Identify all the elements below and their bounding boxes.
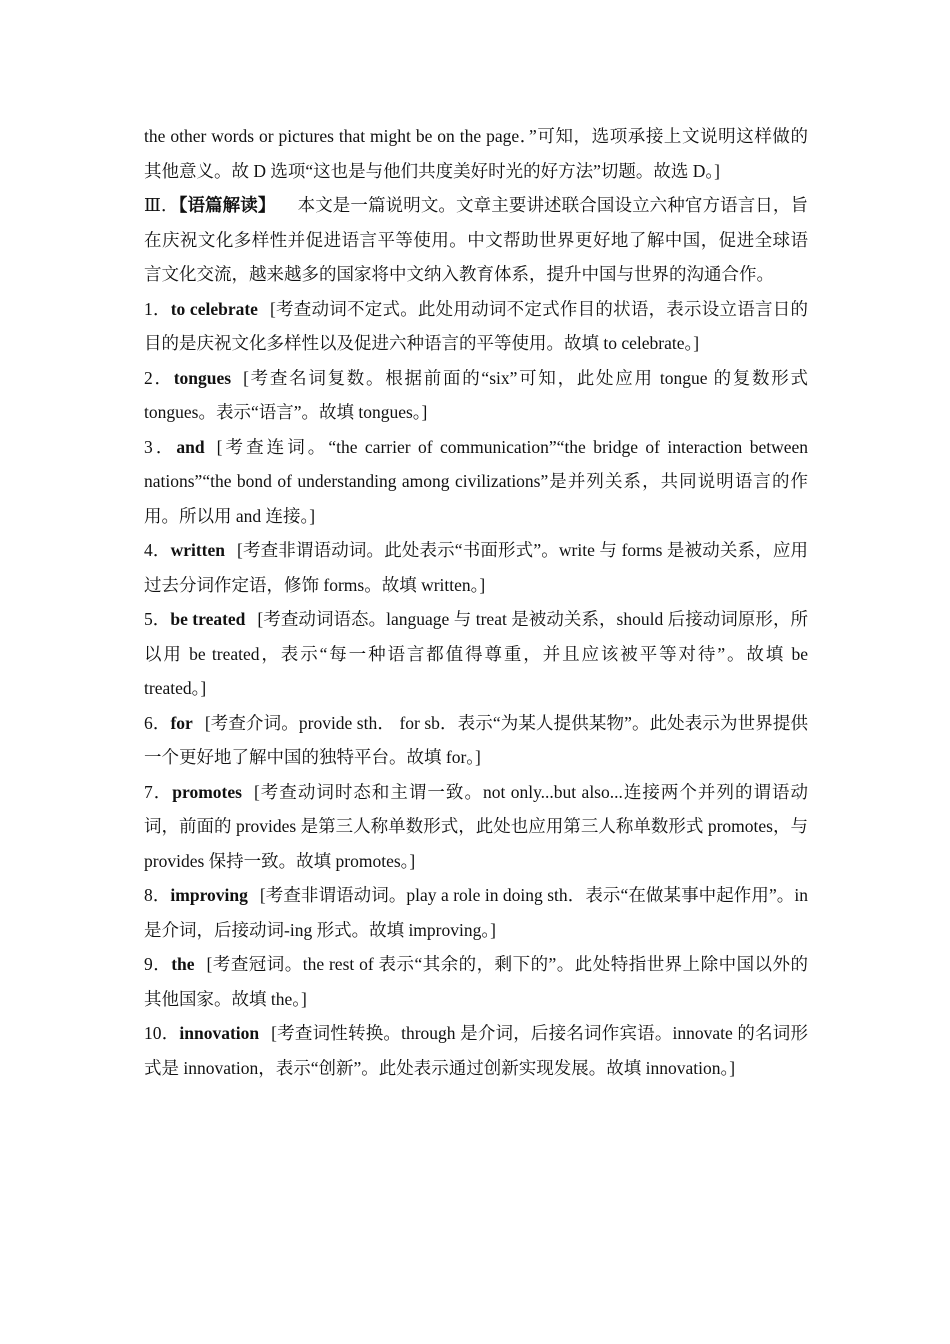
answer-number: 8． [144, 885, 171, 905]
answer-explanation: [考查冠词。the rest of 表示“其余的，剩下的”。此处特指世界上除中国以外的其他国家。故填 the。] [144, 954, 809, 1009]
answer-explanation: [考查非谓语动词。play a role in doing sth．表示“在做某事中起作用”。in 是介词，后接动词-ing 形式。故填 improving。] [144, 885, 808, 940]
answer-number: 1． [144, 298, 171, 319]
answer-explanation: [考查动词时态和主谓一致。not only...but also...连接两个并列的谓语动词，前面的 provides 是第三人称单数形式，此处也应用第三人称单数形式 promotes，与 provides 保持一致。故填 promotes。] [144, 781, 809, 871]
answer-explanation: [考查词性转换。through 是介词，后接名词作宾语。innovate 的名词形式是 innovation，表示“创新”。此处表示通过创新实现发展。故填 innovation。] [144, 1023, 808, 1078]
continuation-text: the other words or pictures that might be on the page．”可知，选项承接上文说明这样做的其他意义。故 D 选项“这也是与他们共度美好时光的好方法”切题。故选 D。] [144, 126, 808, 181]
answer-number: 6． [144, 712, 171, 733]
section-text: 本文是一篇说明文。文章主要讲述联合国设立六种官方语言日，旨在庆祝文化多样性并促进语言平等使用。中文帮助世界更好地了解中国，促进全球语言文化交流，越来越多的国家将中文纳入教育体系，提升中国与世界的沟通合作。 [144, 195, 809, 284]
answer-word: be treated [170, 609, 246, 629]
answer-item [144, 947, 808, 1016]
answer-word: promotes [172, 781, 242, 802]
answer-word: and [176, 436, 205, 457]
continuation-paragraph [144, 119, 808, 188]
answer-number: 5． [144, 609, 171, 629]
answer-explanation: [考查名词复数。根据前面的“six”可知，此处应用 tongue 的复数形式 tongues。表示“语言”。故填 tongues。] [144, 367, 808, 422]
answer-word: innovation [179, 1023, 260, 1043]
answer-item [144, 533, 808, 602]
answer-word: written [170, 540, 225, 560]
answer-number: 4． [144, 540, 171, 560]
answer-explanation: [考查介词。provide sth． for sb．表示“为某人提供某物”。此处表示为世界提供一个更好地了解中国的独特平台。故填 for。] [144, 712, 808, 767]
answer-item [144, 602, 808, 706]
section-three-paragraph [144, 188, 808, 292]
answer-explanation: [考查连词。“the carrier of communication”“the bridge of interaction between nations”“the bond of understanding among civilizations”是并列关系，共同说明语言的作用。所以用 and 连接。] [144, 436, 809, 526]
answer-explanation: [考查非谓语动词。此处表示“书面形式”。write 与 forms 是被动关系，应用过去分词作定语，修饰 forms。故填 written。] [144, 540, 808, 595]
answer-item [144, 430, 808, 534]
answer-explanation: [考查动词不定式。此处用动词不定式作目的状语，表示设立语言日的目的是庆祝文化多样性以及促进六种语言的平等使用。故填 to celebrate。] [144, 298, 808, 353]
answer-item [144, 292, 808, 361]
answer-number: 9． [144, 954, 172, 974]
answer-number: 7． [144, 781, 173, 802]
answer-number: 10． [144, 1023, 180, 1043]
answer-number: 2． [144, 367, 174, 388]
section-heading: 【语篇解读】 [178, 195, 276, 215]
document-page [144, 119, 808, 1085]
answer-word: the [171, 954, 195, 974]
answer-number: 3． [144, 436, 177, 457]
answer-word: improving [170, 885, 248, 905]
answer-item [144, 775, 808, 879]
answer-word: for [170, 712, 193, 733]
answer-item [144, 361, 808, 430]
answer-word: tongues [173, 367, 232, 388]
answer-word: to celebrate [170, 298, 258, 319]
answer-item [144, 706, 808, 775]
answer-item [144, 878, 808, 947]
answer-item [144, 1016, 808, 1085]
section-numeral: Ⅲ． [144, 195, 179, 215]
answer-explanation: [考查动词语态。language 与 treat 是被动关系，should 后接动词原形，所以用 be treated，表示“每一种语言都值得尊重，并且应该被平等对待”。故填 be treated。] [144, 609, 809, 698]
